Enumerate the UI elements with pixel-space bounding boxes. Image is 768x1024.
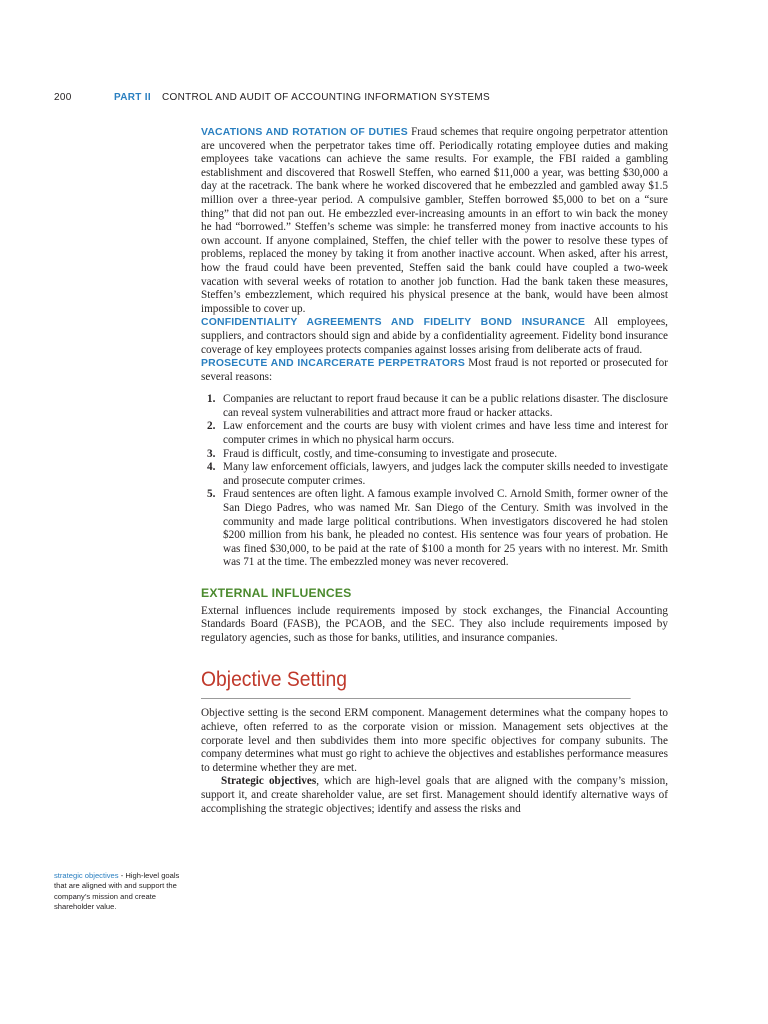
confidentiality-heading: CONFIDENTIALITY AGREEMENTS AND FIDELITY BOND INSURANCE (201, 317, 586, 329)
vacations-text: Fraud schemes that require ongoing perpetrator attention are uncovered when the perpetrator takes time off. Periodically rotating employee duties and making employees take vacations can achieve the same results. For example, the FBI raided a gambling establishment and discovered that Roswell Steffen, who earned $11,000 a year, was betting $30,000 a day at the racetrack. The bank where he worked discovered that he embezzled and gambled away $1.5 million over a three-year period. A compulsive gambler, Steffen borrowed $5,000 to bet on a “sure thing” that did not pan out. He embezzled ever-increasing amounts in an effort to win back the money he had “borrowed.” Steffen’s scheme was simple: he transferred money from inactive accounts to his own account. If anyone complained, Steffen, the chief teller with the power to resolve these types of problems, replaced the money by taking it from another inactive account. When asked, after his arrest, how the fraud could have been prevented, Steffen said the bank could have coupled a two-week vacation with several weeks of rotation to another job function. Had the bank taken these measures, Steffen’s embezzlement, which required his physical presence at the bank, would have been almost impossible to cover up. (201, 126, 668, 315)
list-number: 1. (207, 393, 216, 406)
external-influences-text: External influences include requirements imposed by stock exchanges, the Financial Accounting Standards Board (FASB), the PCAOB, and the SEC. They also include requirements imposed by regulatory agencies, such as those for banks, utilities, and insurance companies. (201, 604, 668, 644)
list-number: 2. (207, 420, 216, 433)
main-column (201, 126, 668, 816)
confidentiality-text: All employees, suppliers, and contractors should sign and abide by a confidentiality agreement. Fidelity bond insurance coverage of key employees protects companies against losses arising from deliberate acts of fraud. (201, 316, 668, 356)
list-item-text: Law enforcement and the courts are busy with violent crimes and have less time and interest for computer crimes in which no physical harm occurs. (223, 420, 668, 447)
list-item (201, 461, 668, 488)
objective-paragraph-1: Objective setting is the second ERM component. Management determines what the company hopes to achieve, often referred to as the corporate vision or mission. Management sets objectives at the corporate level and then subdivides them into more specific objectives for company subunits. The company determines what must go right to achieve the objectives and establishes performance measures to determine whether they are met. (201, 707, 668, 774)
confidentiality-paragraph (201, 316, 668, 357)
objective-paragraph-2-text: , which are high-level goals that are aligned with the company’s mission, support it, and create shareholder value, are set first. Management should identify alternative ways of accomplishing the strategic objectives; identify and assess the risks and (201, 775, 668, 815)
list-number: 5. (207, 488, 216, 501)
objective-setting-heading: Objective Setting (201, 667, 631, 699)
prosecute-paragraph (201, 357, 668, 384)
list-number: 3. (207, 447, 216, 460)
list-item (201, 448, 668, 462)
list-number: 4. (207, 461, 216, 474)
list-item (201, 393, 668, 420)
prosecute-text: Most fraud is not reported or prosecuted for several reasons: (201, 357, 668, 383)
list-item (201, 420, 668, 447)
glossary-term: strategic objectives (54, 871, 119, 880)
strategic-objectives-term: Strategic objectives (221, 775, 317, 788)
list-item-text: Fraud sentences are often light. A famous example involved C. Arnold Smith, former owner of the San Diego Padres, who was named Mr. San Diego of the Century. Smith was involved in the community and made large political contributions. When investigators discovered he had stolen $200 million from his bank, he pleaded no contest. His sentence was four years of probation. He was fined $30,000, to be paid at the rate of $100 a month for 25 years with no interest. Mr. Smith was 71 at the time. The embezzled money was never recovered. (223, 488, 668, 569)
page-number: 200 (54, 92, 72, 103)
glossary-definition: - High-level goals that are aligned with and support the company’s mission and create shareholder value. (54, 871, 180, 912)
prosecute-heading: PROSECUTE AND INCARCERATE PERPETRATORS (201, 358, 465, 370)
list-item-text: Many law enforcement officials, lawyers, and judges lack the computer skills needed to investigate and prosecute computer crimes. (223, 461, 668, 487)
book-part-title: CONTROL AND AUDIT OF ACCOUNTING INFORMATION SYSTEMS (162, 92, 490, 103)
list-item (201, 488, 668, 570)
reasons-list (201, 393, 668, 570)
external-influences-heading: EXTERNAL INFLUENCES (201, 586, 352, 600)
margin-glossary-note (54, 871, 182, 913)
vacations-paragraph (201, 126, 668, 316)
vacations-heading: VACATIONS AND ROTATION OF DUTIES (201, 127, 408, 138)
part-label: PART II (114, 92, 151, 103)
objective-paragraph-2 (201, 775, 668, 816)
running-header (54, 92, 724, 106)
list-item-text: Fraud is difficult, costly, and time-consuming to investigate and prosecute. (223, 447, 558, 460)
list-item-text: Companies are reluctant to report fraud because it can be a public relations disaster. The disclosure can reveal system vulnerabilities and attract more fraud or hacker attacks. (223, 393, 668, 419)
